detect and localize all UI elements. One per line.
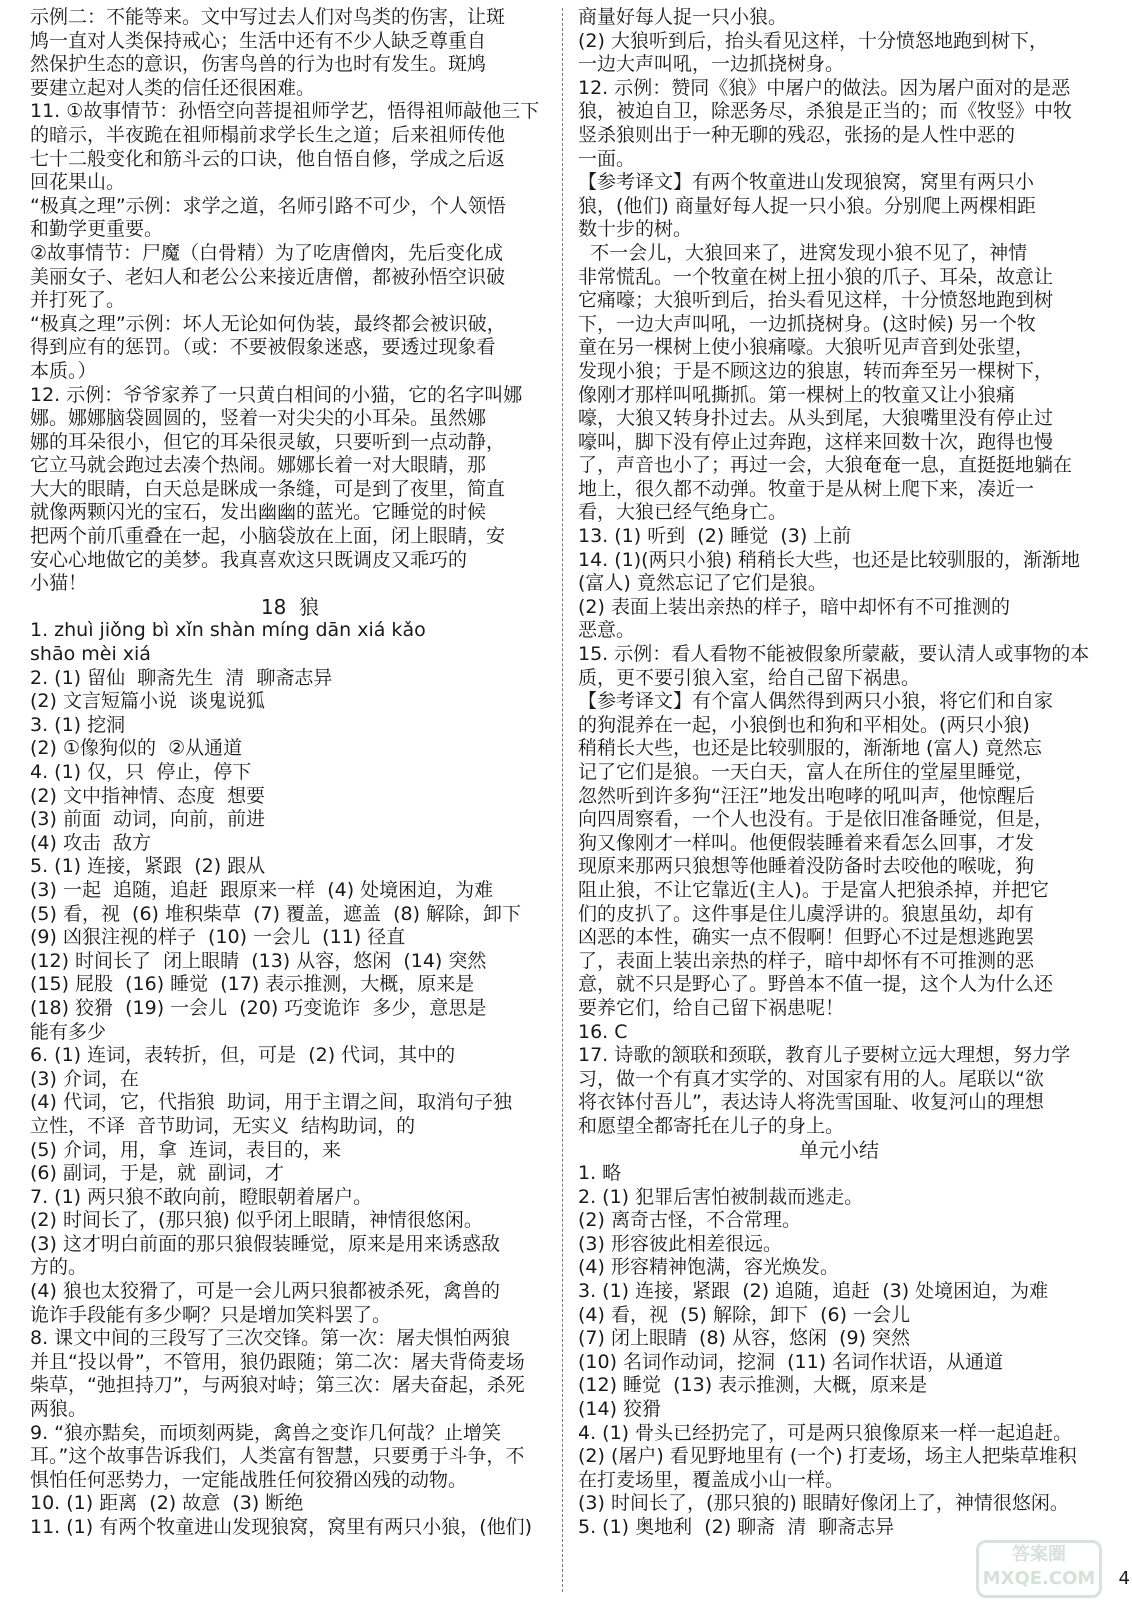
text-line: 和勤学更重要。 (30, 218, 164, 241)
text-line: (3) 形容彼此相差很远。 (578, 1232, 782, 1255)
text-line: (2) 离奇古怪，不合常理。 (578, 1209, 801, 1232)
text-line: 下，一边大声叫吼，一边抓挠树身。(这时候) 另一个牧 (578, 312, 1036, 335)
text-line: (3) 这才明白前面的那只狼假装睡觉，原来是用来诱惑敌 (30, 1232, 500, 1255)
text-line: (4) 看，视 (5) 解除，卸下 (6) 一会儿 (578, 1303, 911, 1326)
text-line: 嚎叫，脚下没有停止过奔跑，这样来回数十次，跑得也慢 (578, 430, 1054, 453)
text-line: 狼，被迫自卫，除恶务尽，杀狼是正当的；而《牧竖》中牧 (578, 100, 1073, 123)
text-line: (3) 一起 追随，追赶 跟原来一样 (4) 处境困迫，为难 (30, 878, 494, 901)
page-number: 4 (1118, 1568, 1130, 1589)
text-line: (2) 大狼听到后，抬头看见这样，十分愤怒地跑到树下， (578, 29, 1048, 52)
text-line: 安心心地做它的美梦。我真喜欢这只既调皮又乖巧的 (30, 548, 468, 571)
text-line: (5) 介词，用，拿 连词，表目的，来 (30, 1138, 342, 1161)
text-line: (2) (屠户) 看见野地里有 (一个) 打麦场，场主人把柴草堆积 (578, 1445, 1077, 1468)
text-line: 诡诈手段能有多少啊？只是增加笑料罢了。 (30, 1303, 392, 1326)
text-line: (12) 睡觉 (13) 表示推测，大概，原来是 (578, 1374, 928, 1397)
text-line: 美丽女子、老妇人和老公公来接近唐僧，都被孙悟空识破 (30, 265, 506, 288)
text-line: 竖杀狼则出于一种无聊的残忍，张扬的是人性中恶的 (578, 123, 1016, 146)
text-line: 稍稍长大些，也还是比较驯服的，渐渐地 (富人) 竟然忘 (578, 737, 1042, 760)
text-line: 一边大声叫吼，一边抓挠树身。 (578, 53, 845, 76)
text-line: 像刚才那样叫吼撕抓。第一棵树上的牧童又让小狼痛 (578, 383, 1016, 406)
text-line: 17. 诗歌的颔联和颈联，教育儿子要树立远大理想，努力学 (578, 1044, 1071, 1067)
text-line: 意，就不只是野心了。野兽本不值一提，这个人为什么还 (578, 973, 1054, 996)
text-line: 两狼。 (30, 1398, 88, 1421)
text-line: (15) 屁股 (16) 睡觉 (17) 表示推测，大概，原来是 (30, 973, 475, 996)
text-line: (2) 时间长了，(那只狼) 似乎闭上眼睛，神情很悠闲。 (30, 1209, 483, 1232)
text-line: (5) 看，视 (6) 堆积柴草 (7) 覆盖，遮盖 (8) 解除，卸下 (30, 902, 522, 925)
text-line: 本质。） (30, 359, 97, 382)
text-line: 把两个前爪重叠在一起，小脑袋放在上面，闭上眼睛，安 (30, 525, 506, 548)
text-line: 回花果山。 (30, 171, 126, 194)
text-line: 然保护生态的意识，伤害鸟兽的行为也时有发生。斑鸠 (30, 53, 487, 76)
text-line: 非常慌乱。一个牧童在树上扭小狼的爪子、耳朵，故意让 (578, 265, 1054, 288)
text-line: 在打麦场里，覆盖成小山一样。 (578, 1468, 845, 1491)
text-line: 11. ①故事情节：孙悟空向菩提祖师学艺，悟得祖师敲他三下 (30, 100, 540, 123)
text-line: 示例二：不能等来。文中写过去人们对鸟类的伤害，让斑 (30, 6, 506, 28)
text-line: 4. (1) 仅，只 停止，停下 (30, 761, 252, 783)
text-line: 阻止狼，不让它靠近(主人)。于是富人把狼杀掉，并把它 (578, 878, 1049, 901)
text-line: 童在另一棵树上使小狼痛嚎。大狼听见声音到处张望， (578, 336, 1035, 359)
text-line: 现原来那两只狼想等他睡着没防备时去咬他的喉咙，狗 (578, 855, 1035, 878)
text-line: (10) 名词作动词，挖洞 (11) 名词作状语，从通道 (578, 1350, 1004, 1373)
text-line: 数十步的树。 (578, 218, 693, 241)
text-line: 要建立起对人类的信任还很困难。 (30, 76, 316, 99)
text-line: 嚎，大狼又转身扑过去。从头到尾，大狼嘴里没有停止过 (578, 407, 1054, 430)
text-line: 3. (1) 挖洞 (30, 713, 126, 736)
text-line: 它立马就会跑过去凑个热闹。娜娜长着一对大眼睛，那 (30, 454, 487, 477)
text-line: (9) 凶狠注视的样子 (10) 一会儿 (11) 径直 (30, 926, 406, 949)
text-line: 大大的眼睛，白天总是眯成一条缝，可是到了夜里，简直 (30, 477, 506, 500)
text-line: 娜。娜娜脑袋圆圆的，竖着一对尖尖的小耳朵。虽然娜 (30, 407, 487, 430)
text-line: 的狗混养在一起，小狼倒也和狗和平相处。(两只小狼) (578, 713, 1030, 736)
text-line: (4) 狼也太狡猾了，可是一会儿两只狼都被杀死，禽兽的 (30, 1280, 500, 1303)
right-column (578, 6, 1100, 1540)
text-line: 娜的耳朵很小，但它的耳朵很灵敏，只要听到一点动静， (30, 430, 506, 453)
text-line: (4) 形容精神饱满，容光焕发。 (578, 1256, 839, 1279)
text-line: 【参考译文】有两个牧童进山发现狼窝，窝里有两只小 (578, 171, 1035, 194)
text-line: 看，大狼已经气绝身亡。 (578, 501, 788, 524)
text-line: 12. 示例：赞同《狼》中屠户的做法。因为屠户面对的是恶 (578, 76, 1071, 99)
text-line: 凶恶的本性，确实一点不假啊！但野心不过是想逃跑罢 (578, 926, 1035, 949)
text-line: 将衣钵付吾儿”，表达诗人将洗雪国耻、收复河山的理想 (578, 1091, 1044, 1114)
section-heading: 18 狼 (260, 595, 320, 619)
text-line: (3) 介词，在 (30, 1067, 139, 1090)
column-divider (562, 8, 563, 1592)
text-line: 12. 示例：爷爷家养了一只黄白相间的小猫，它的名字叫娜 (30, 383, 523, 406)
watermark-logo: 答案圈 MXQE.COM (976, 1540, 1102, 1598)
text-line: 2. (1) 犯罪后害怕被制裁而逃走。 (578, 1185, 864, 1208)
text-line: 10. (1) 距离 (2) 故意 (3) 断绝 (30, 1492, 304, 1515)
text-line: 们的皮扒了。这件事是住儿虞浮讲的。狼崽虽幼，却有 (578, 902, 1035, 925)
text-line: (18) 狡猾 (19) 一会儿 (20) 巧变诡诈 多少，意思是 (30, 996, 487, 1019)
text-line: 立性，不译 音节助词，无实义 结构助词，的 (30, 1114, 416, 1137)
text-line: 一面。 (578, 147, 636, 170)
text-line: (富人) 竟然忘记了它们是狼。 (578, 572, 827, 595)
text-line: (3) 时间长了，(那只狼的) 眼睛好像闭上了，神情很悠闲。 (578, 1492, 1069, 1515)
text-line: 1. 略 (578, 1162, 622, 1185)
text-line: shāo mèi xiá (30, 643, 151, 666)
text-line: 向四周察看，一个人也没有。于是依旧准备睡觉，但是， (578, 808, 1054, 831)
text-line: (4) 代词，它，代指狼 助词，用于主谓之间，取消句子独 (30, 1091, 513, 1114)
text-line: 7. (1) 两只狼不敢向前，瞪眼朝着屠户。 (30, 1185, 373, 1208)
text-line: 惧怕任何恶势力，一定能战胜任何狡猾凶残的动物。 (30, 1468, 468, 1491)
text-line: 了，表面上装出亲热的样子，暗中却怀有不可推测的恶 (578, 949, 1035, 972)
text-line: 柴草，“弛担持刀”，与两狼对峙；第三次：屠夫奋起，杀死 (30, 1374, 525, 1397)
text-line: 13. (1) 听到 (2) 睡觉 (3) 上前 (578, 525, 852, 548)
text-line: 的暗示，半夜跪在祖师榻前求学长生之道；后来祖师传他 (30, 123, 506, 146)
text-line: 鸠一直对人类保持戒心；生活中还有不少人缺乏尊重自 (30, 29, 487, 52)
text-line: 14. (1)(两只小狼) 稍稍长大些，也还是比较驯服的，渐渐地 (578, 548, 1081, 571)
text-line: (2) ①像狗似的 ②从通道 (30, 737, 243, 760)
text-line: 它痛嚎；大狼听到后，抬头看见这样，十分愤怒地跑到树 (578, 289, 1054, 312)
text-line: 记了它们是狼。一天白天，富人在所住的堂屋里睡觉， (578, 761, 1035, 783)
text-line: 8. 课文中间的三段写了三次交锋。第一次：屠夫惧怕两狼 (30, 1327, 511, 1350)
text-line: (6) 副词，于是，就 副词，才 (30, 1162, 285, 1185)
text-line: 6. (1) 连词，表转折，但，可是 (2) 代词，其中的 (30, 1044, 456, 1067)
left-column (30, 6, 550, 1540)
text-line: 3. (1) 连接，紧跟 (2) 追随，追赶 (3) 处境困迫，为难 (578, 1280, 1049, 1303)
text-line: 11. (1) 有两个牧童进山发现狼窝，窝里有两只小狼，(他们) (30, 1516, 533, 1538)
text-line: 商量好每人捉一只小狼。 (578, 6, 788, 28)
text-line: (2) 文言短篇小说 谈鬼说狐 (30, 690, 266, 713)
text-line: 质，更不要引狼入室，给自己留下祸患。 (578, 666, 921, 689)
text-line: 习，做一个有真才实学的、对国家有用的人。尾联以“欲 (578, 1067, 1044, 1090)
text-line: 耳。”这个故事告诉我们，人类富有智慧，只要勇于斗争，不 (30, 1445, 525, 1468)
text-line: 5. (1) 连接，紧跟 (2) 跟从 (30, 855, 266, 878)
text-line: 了，声音也小了；再过一会，大狼奄奄一息，直挺挺地躺在 (578, 454, 1073, 477)
text-line: ②故事情节：尸魔（白骨精）为了吃唐僧肉，先后变化成 (30, 241, 504, 264)
text-line: (2) 文中指神情、态度 想要 (30, 784, 266, 807)
text-line: (2) 表面上装出亲热的样子，暗中却怀有不可推测的 (578, 595, 1010, 618)
text-line: 地上，很久都不动弹。牧童于是从树上爬下来，凑近一 (578, 477, 1035, 500)
text-line: 9. “狼亦黠矣，而顷刻两毙，禽兽之变诈几何哉？止增笑 (30, 1421, 502, 1444)
text-line: 恶意。 (578, 619, 636, 642)
text-line: 就像两颗闪光的宝石，发出幽幽的蓝光。它睡觉的时候 (30, 501, 487, 524)
text-line: 4. (1) 骨头已经扔完了，可是两只狼像原来一样一起追赶。 (578, 1421, 1073, 1444)
text-line: “极真之理”示例：坏人无论如何伪装，最终都会被识破， (30, 312, 506, 335)
text-line: 要养它们，给自己留下祸患呢！ (578, 996, 845, 1019)
text-line: 忽然听到许多狗“汪汪”地发出咆哮的吼叫声，他惊醒后 (578, 784, 1035, 807)
text-line: (4) 攻击 敌方 (30, 831, 152, 854)
text-line: 5. (1) 奥地利 (2) 聊斋 清 聊斋志异 (578, 1516, 895, 1538)
text-line: 并且“投以骨”，不管用，狼仍跟随；第二次：屠夫背倚麦场 (30, 1350, 525, 1373)
text-line: 七十二般变化和筋斗云的口诀，他自悟自修，学成之后返 (30, 147, 506, 170)
text-line: 和愿望全都寄托在儿子的身上。 (578, 1114, 845, 1137)
text-line: 小猫！ (30, 572, 88, 595)
text-line: 【参考译文】有个富人偶然得到两只小狼，将它们和自家 (578, 690, 1054, 713)
text-line: 能有多少 (30, 1020, 107, 1043)
text-line: “极真之理”示例：求学之道，名师引路不可少，个人领悟 (30, 194, 506, 217)
text-line: 得到应有的惩罚。（或：不要被假象迷惑，要透过现象看 (30, 336, 496, 359)
text-line: (14) 狡猾 (578, 1398, 662, 1421)
text-line: 不一会儿，大狼回来了，进窝发现小狼不见了，神情 (578, 241, 1028, 264)
text-line: 发现小狼；于是不顾这边的狼崽，转而奔至另一棵树下， (578, 359, 1054, 382)
text-line: (3) 前面 动词，向前，前进 (30, 808, 266, 831)
text-line: 15. 示例：看人看物不能被假象所蒙蔽，要认清人或事物的本 (578, 643, 1090, 666)
text-line: (7) 闭上眼睛 (8) 从容，悠闲 (9) 突然 (578, 1327, 911, 1350)
text-line: 狗又像刚才一样叫。他便假装睡着来看怎么回事，才发 (578, 831, 1035, 854)
text-line: 方的。 (30, 1256, 88, 1279)
text-line: 狼，(他们) 商量好每人捉一只小狼。分别爬上两棵相距 (578, 194, 1036, 217)
text-line: 1. zhuì jiǒng bì xǐn shàn míng dān xiá kǎo (30, 619, 426, 642)
text-line: 16. C (578, 1020, 628, 1043)
text-line: 并打死了。 (30, 289, 126, 312)
text-line: (12) 时间长了 闭上眼睛 (13) 从容，悠闲 (14) 突然 (30, 949, 487, 972)
text-line: 2. (1) 留仙 聊斋先生 清 聊斋志异 (30, 666, 333, 689)
section-heading: 单元小结 (799, 1138, 879, 1162)
